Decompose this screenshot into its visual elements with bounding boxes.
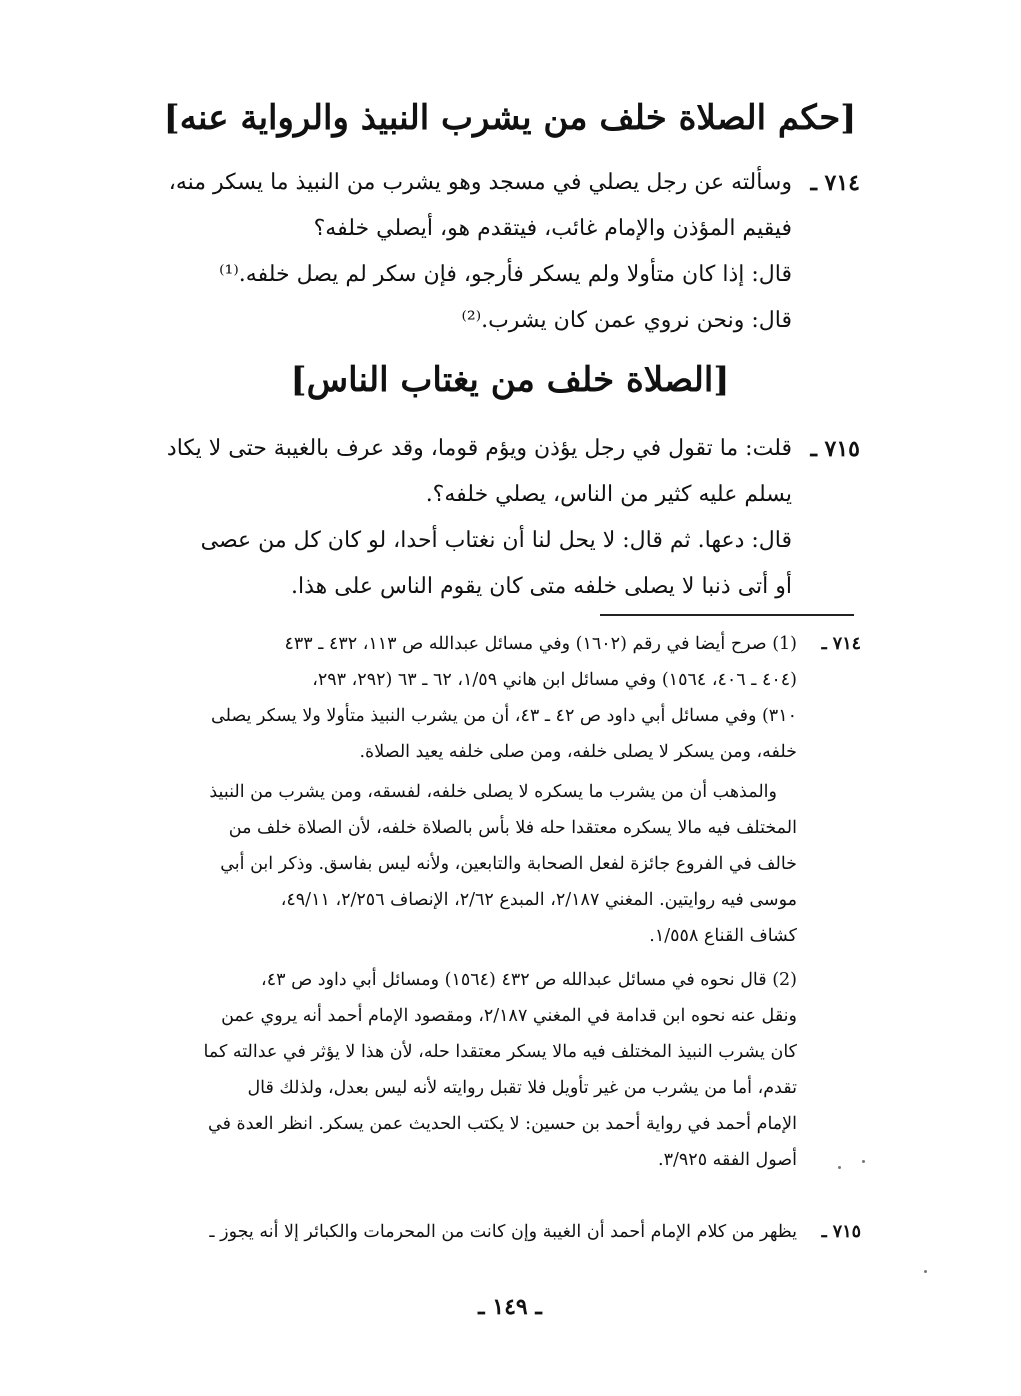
entry-number: ٧١٤ ـ <box>810 170 860 196</box>
footnote-line: ونقل عنه نحوه ابن قدامة في المغني ٢/١٨٧، ومقصود الإمام أحمد أنه يروي عمن <box>221 1006 797 1026</box>
footnote-line: يظهر من كلام الإمام أحمد أن الغيبة وإن كانت من المحرمات والكبائر إلا أنه يجوز ـ <box>209 1222 797 1242</box>
entry-line: يسلم عليه كثير من الناس، يصلي خلفه؟. <box>425 482 792 507</box>
footnote-715 <box>148 1214 861 1250</box>
footnote-line: المختلف فيه مالا يسكره معتقدا حله فلا بأس بالصلاة خلفه، لأن الصلاة خلف من <box>228 818 797 838</box>
footnote-line: (٤٠٤ ـ ٤٠٦، ١٥٦٤) وفي مسائل ابن هاني ١/٥٩، ٦٢ ـ ٦٣ (٢٩٢، ٢٩٣، <box>312 670 797 690</box>
entry-line: قلت: ما تقول في رجل يؤذن ويؤم قوما، وقد عرف بالغيبة حتى لا يكاد <box>166 436 792 461</box>
footnote-number: ٧١٤ ـ <box>821 634 861 654</box>
entry-number: ٧١٥ ـ <box>810 436 860 462</box>
entry-line: أو أتى ذنبا لا يصلى خلفه متى كان يقوم الناس على هذا. <box>290 574 792 599</box>
section-heading-nabidh: [حكم الصلاة خلف من يشرب النبيذ والرواية عنه] <box>163 98 857 138</box>
footnote-line: (1) صرح أيضا في رقم (١٦٠٢) وفي مسائل عبدالله ص ١١٣، ٤٣٢ ـ ٤٣٣ <box>284 634 797 654</box>
page-number: ـ ١٤٩ ـ <box>478 1294 542 1320</box>
footnote-divider <box>600 614 854 616</box>
footnote-714 <box>148 626 861 1206</box>
entry-line: قال: إذا كان متأولا ولم يسكر فأرجو، فإن سكر لم يصل خلفه.⁽¹⁾ <box>219 262 792 287</box>
footnote-line: كان يشرب النبيذ المختلف فيه مالا يسكر معتقدا حله، لأن هذا لا يؤثر في عدالته كما <box>203 1042 797 1062</box>
entry-line: وسألته عن رجل يصلي في مسجد وهو يشرب من النبيذ ما يسكر منه، <box>168 170 792 195</box>
entry-line: قال: دعها. ثم قال: لا يحل لنا أن نغتاب أحدا، لو كان كل من عصى <box>200 528 792 553</box>
entry-715 <box>140 426 860 610</box>
footnote-line: الإمام أحمد في رواية أحمد بن حسين: لا يكتب الحديث عمن يسكر. انظر العدة في <box>208 1114 797 1134</box>
section-heading-ghiba: [الصلاة خلف من يغتاب الناس] <box>290 360 730 400</box>
footnote-line: (2) قال نحوه في مسائل عبدالله ص ٤٣٢ (١٥٦٤) ومسائل أبي داود ص ٤٣، <box>261 970 797 990</box>
footnote-line: خالف في الفروع جائزة لفعل الصحابة والتابعين، ولأنه ليس بفاسق. وذكر ابن أبي <box>220 854 797 874</box>
footnote-number: ٧١٥ ـ <box>821 1222 861 1242</box>
footnote-line: تقدم، أما من يشرب من غير تأويل فلا تقبل روايته لأنه ليس بعدل، ولذلك قال <box>247 1078 797 1098</box>
footnote-line: أصول الفقه ٣/٩٢٥. <box>658 1150 797 1170</box>
entry-line: فيقيم المؤذن والإمام غائب، فيتقدم هو، أيصلي خلفه؟ <box>313 216 792 241</box>
entry-line: قال: ونحن نروي عمن كان يشرب.⁽²⁾ <box>461 308 792 333</box>
footnote-line: والمذهب أن من يشرب ما يسكره لا يصلى خلفه، لفسقه، ومن يشرب من النبيذ <box>209 782 777 802</box>
footnote-line: كشاف القناع ١/٥٥٨. <box>649 926 797 946</box>
footnote-line: خلفه، ومن يسكر لا يصلى خلفه، ومن صلى خلفه يعيد الصلاة. <box>359 742 797 762</box>
scan-speck <box>924 1270 927 1273</box>
scan-speck <box>862 1160 865 1163</box>
footnote-line: موسى فيه روايتين. المغني ٢/١٨٧، المبدع ٢/٦٢، الإنصاف ٢/٢٥٦، ٤٩/١١، <box>280 890 797 910</box>
footnote-line: ٣١٠) وفي مسائل أبي داود ص ٤٢ ـ ٤٣، أن من يشرب النبيذ متأولا ولا يسكر يصلى <box>210 706 797 726</box>
entry-714 <box>140 160 860 344</box>
scan-speck <box>838 1166 841 1169</box>
